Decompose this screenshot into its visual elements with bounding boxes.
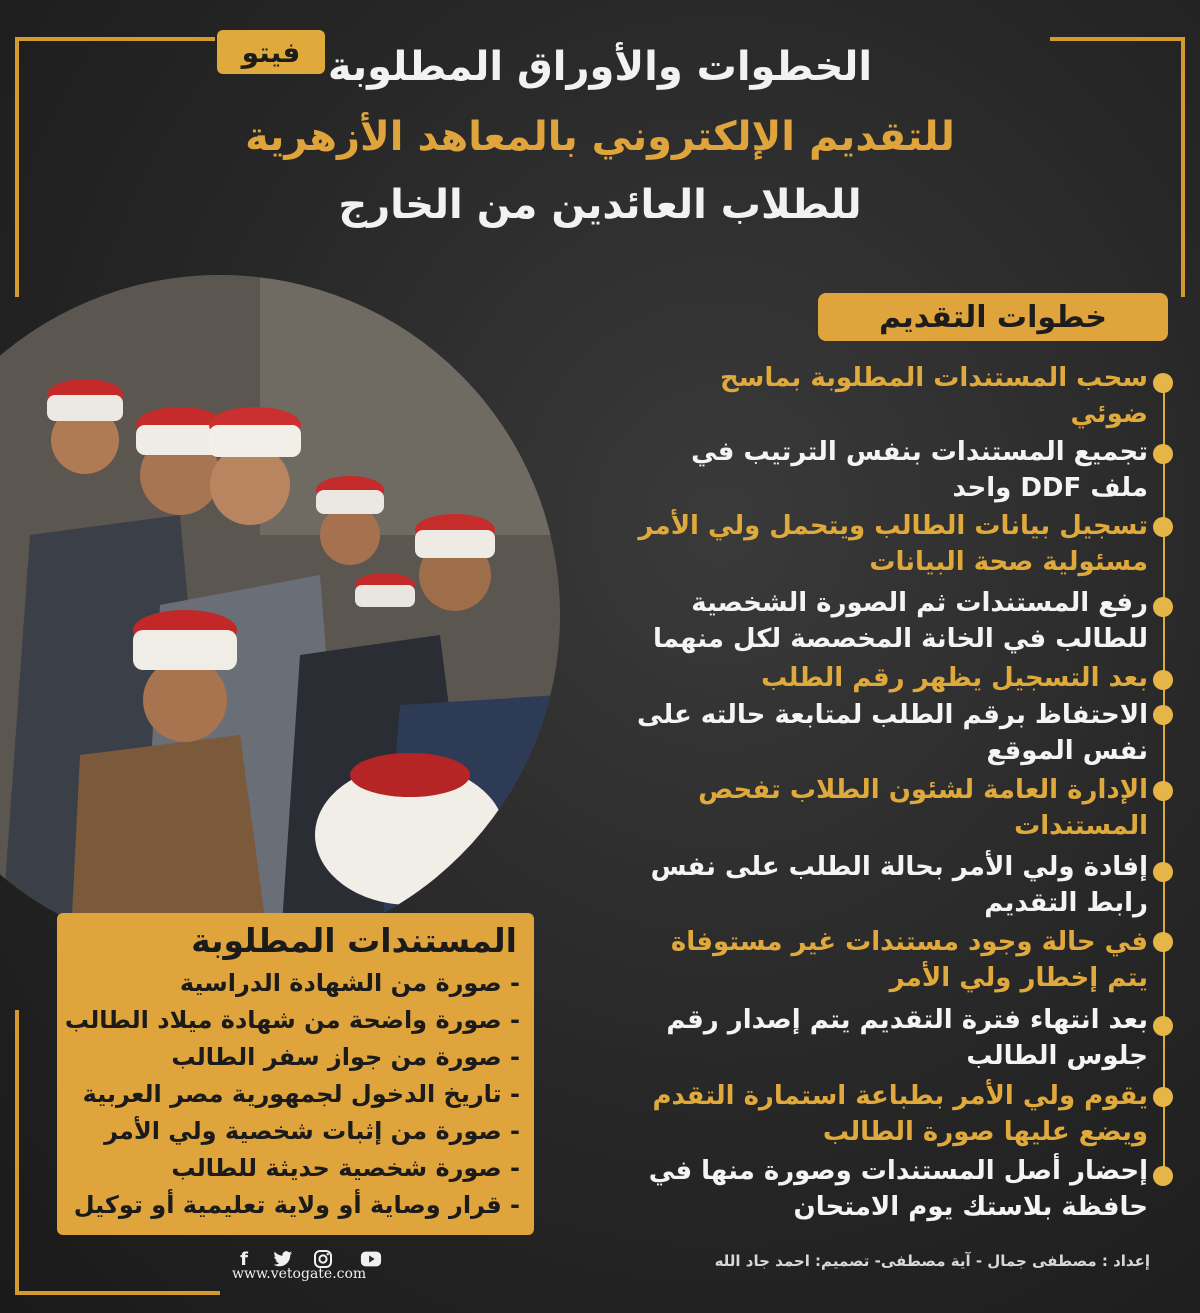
step-item: الإدارة العامة لشئون الطلاب تفحص المستندات [698,775,1148,841]
steps-heading: خطوات التقديم [818,293,1168,341]
required-documents-box [57,913,534,1235]
document-item: - قرار وصاية أو ولاية تعليمية أو توكيل [73,1191,520,1219]
frame-right-line [1181,37,1185,297]
step-item: يقوم ولي الأمر بطباعة استمارة التقدم ويضع عليها صورة الطالب [652,1081,1148,1147]
document-item: - صورة شخصية حديثة للطالب [171,1154,520,1182]
steps-timeline [1163,375,1165,1180]
step-item: الاحتفاظ برقم الطلب لمتابعة حالته على نفس الموقع [637,700,1148,766]
step-bullet [1153,1087,1173,1107]
website-url[interactable]: www.vetogate.com [232,1266,367,1282]
step-bullet [1153,517,1173,537]
step-item: في حالة وجود مستندات غير مستوفاة يتم إخطار ولي الأمر [670,927,1148,993]
step-item: تسجيل بيانات الطالب ويتحمل ولي الأمر مسئولية صحة البيانات [638,511,1148,577]
brand-logo: فيتو [217,30,325,74]
step-item: بعد انتهاء فترة التقديم يتم إصدار رقم جلوس الطالب [666,1005,1148,1071]
step-bullet [1153,1016,1173,1036]
documents-heading: المستندات المطلوبة [191,921,517,960]
step-item: إفادة ولي الأمر بحالة الطلب على نفس رابط التقديم [650,852,1148,918]
step-bullet [1153,373,1173,393]
students-photo-illustration [0,275,560,955]
step-item: إحضار أصل المستندات وصورة منها في حافظة بلاستك يوم الامتحان [648,1156,1148,1222]
document-item: - صورة من إثبات شخصية ولي الأمر [104,1117,520,1145]
step-bullet [1153,705,1173,725]
step-bullet [1153,597,1173,617]
facebook-icon[interactable]: f [240,1248,248,1270]
step-bullet [1153,670,1173,690]
document-item: - صورة واضحة من شهادة ميلاد الطالب [64,1006,520,1034]
title-line-2: للتقديم الإلكتروني بالمعاهد الأزهرية [245,114,955,160]
frame-top-line-right [1050,37,1185,41]
step-bullet [1153,862,1173,882]
step-item: تجميع المستندات بنفس الترتيب في ملف DDF واحد [691,437,1148,503]
step-item: بعد التسجيل يظهر رقم الطلب [761,663,1148,693]
document-item: - صورة من الشهادة الدراسية [179,969,520,997]
title-line-3: للطلاب العائدين من الخارج [338,182,862,228]
step-item: سحب المستندات المطلوبة بماسح ضوئي [720,363,1148,429]
frame-left-line [15,37,19,297]
step-bullet [1153,444,1173,464]
credits-text: إعداد : مصطفى جمال - آية مصطفى- تصميم: احمد جاد الله [714,1252,1150,1270]
frame-bottom-left-line [15,1010,19,1295]
document-item: - تاريخ الدخول لجمهورية مصر العربية [82,1080,520,1108]
step-item: رفع المستندات ثم الصورة الشخصية للطالب في الخانة المخصصة لكل منهما [652,588,1148,654]
students-photo [0,275,560,955]
step-bullet [1153,1166,1173,1186]
step-bullet [1153,781,1173,801]
document-item: - صورة من جواز سفر الطالب [171,1043,520,1071]
title-line-1: الخطوات والأوراق المطلوبة [327,44,873,90]
step-bullet [1153,932,1173,952]
frame-bottom-line [15,1291,220,1295]
frame-top-line [15,37,215,41]
